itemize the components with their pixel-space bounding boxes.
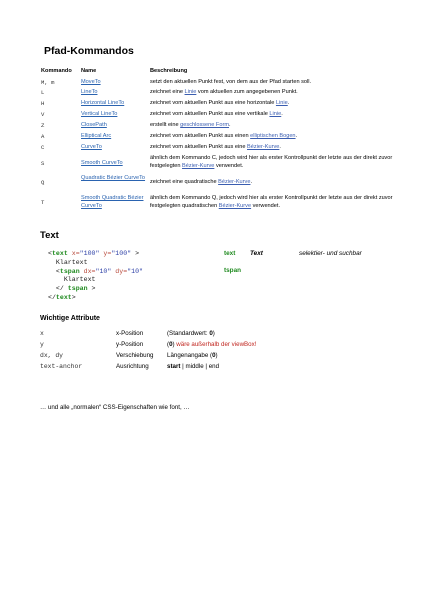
text-section-title: Text bbox=[40, 230, 59, 241]
command-description bbox=[150, 89, 395, 97]
command-code: Q bbox=[41, 179, 45, 186]
command-code: S bbox=[41, 160, 45, 167]
code-content: Klartext bbox=[55, 258, 88, 266]
description-text: . bbox=[287, 100, 290, 106]
code-attribute: dy= bbox=[111, 267, 128, 275]
description-text: . bbox=[250, 179, 253, 185]
value-text: ) bbox=[212, 330, 215, 337]
command-description bbox=[150, 100, 395, 108]
code-attribute: x= bbox=[67, 250, 80, 257]
description-text: zeichnet vom aktuellen Punkt aus eine vertikale bbox=[150, 111, 270, 117]
description-text: zeichnet vom aktuellen Punkt aus eine bbox=[150, 144, 248, 150]
description-link[interactable]: Bézier-Kurve bbox=[218, 202, 252, 209]
description-text: zeichnet vom aktuellen Punkt aus einen bbox=[150, 133, 251, 139]
description-text: . bbox=[295, 133, 298, 139]
code-value: "100" bbox=[79, 250, 100, 257]
value-bold: 0 bbox=[209, 330, 213, 337]
code-value: "10" bbox=[127, 267, 143, 275]
code-bracket: > bbox=[71, 293, 76, 301]
description-text: zeichnet vom aktuellen Punkt aus eine horizontale bbox=[150, 100, 276, 106]
attribute-row bbox=[40, 330, 400, 340]
description-link[interactable]: elliptischen Bogen bbox=[250, 133, 296, 139]
command-name-link[interactable]: Horizontal LineTo bbox=[81, 100, 125, 106]
command-name-link[interactable]: Quadratic Bézier CurveTo bbox=[81, 175, 146, 181]
page-title: Pfad-Kommandos bbox=[44, 45, 134, 57]
command-name-link[interactable]: Smooth CurveTo bbox=[81, 160, 123, 166]
attribute-row bbox=[40, 363, 400, 373]
description-link[interactable]: Linie bbox=[275, 100, 288, 106]
value-bold: 0 bbox=[212, 352, 216, 359]
header-name: Name bbox=[81, 68, 97, 74]
description-link[interactable]: Linie bbox=[269, 111, 282, 117]
value-text: ( bbox=[167, 341, 170, 348]
description-link[interactable]: geschlossene Form bbox=[180, 122, 229, 128]
command-code: L bbox=[41, 89, 45, 96]
command-description bbox=[150, 144, 395, 152]
code-bracket: > bbox=[131, 250, 140, 257]
description-text: . bbox=[281, 111, 283, 117]
value-warning: wäre außerhalb der viewBox! bbox=[176, 341, 257, 348]
value-bold: 0 bbox=[169, 341, 173, 348]
code-bracket: > bbox=[87, 285, 96, 293]
keyword-text-description: selektier- und suchbar bbox=[299, 250, 362, 257]
command-code: A bbox=[41, 133, 45, 140]
description-text: zeichnet eine quadratische bbox=[150, 179, 219, 185]
header-command: Kommando bbox=[41, 68, 72, 74]
attribute-value bbox=[167, 363, 219, 370]
attribute-name: text-anchor bbox=[40, 363, 83, 370]
description-text: vom aktuellen zum angegebenen Punkt. bbox=[196, 89, 298, 95]
value-text: (Standardwert: bbox=[167, 330, 210, 337]
attribute-row bbox=[40, 341, 400, 351]
code-bracket: < bbox=[55, 267, 60, 275]
description-text: ähnlich dem Kommando Q, jedoch wird hier als erster Kontrollpunkt der letzte aus der direkt zuvor festgelegten quadratischen bbox=[150, 195, 393, 209]
description-link[interactable]: Bézier-Kurve bbox=[247, 144, 280, 150]
attribute-name: dx, dy bbox=[40, 352, 64, 359]
command-name-link[interactable]: ClosePath bbox=[81, 122, 107, 128]
command-description bbox=[150, 122, 395, 130]
attribute-value bbox=[167, 352, 218, 359]
command-description bbox=[150, 195, 395, 210]
code-attribute: y= bbox=[99, 250, 112, 257]
description-link[interactable]: Bézier-Kurve bbox=[218, 179, 251, 185]
command-description bbox=[150, 133, 395, 141]
attribute-description: x-Position bbox=[116, 330, 144, 337]
attribute-name: x bbox=[40, 330, 44, 337]
value-text: ) bbox=[215, 352, 218, 359]
description-text: setzt den aktuellen Punkt fest, von dem aus der Pfad starten soll. bbox=[150, 79, 312, 85]
attribute-description: Ausrichtung bbox=[116, 363, 149, 370]
command-name-link[interactable]: CurveTo bbox=[81, 144, 102, 150]
description-text: erstellt eine bbox=[150, 122, 181, 128]
description-text: . bbox=[228, 122, 231, 128]
value-text: Längenangabe ( bbox=[167, 352, 213, 359]
attribute-description: y-Position bbox=[116, 341, 144, 348]
command-code: H bbox=[41, 100, 45, 107]
code-tag: text bbox=[51, 250, 68, 257]
attribute-value bbox=[167, 330, 215, 337]
command-description bbox=[150, 111, 395, 119]
keyword-text-label: Text bbox=[250, 250, 263, 257]
value-bold: start bbox=[167, 363, 181, 370]
attributes-title: Wichtige Attribute bbox=[40, 315, 100, 322]
command-name-link[interactable]: LineTo bbox=[81, 89, 98, 95]
keyword-tspan: tspan bbox=[224, 267, 242, 274]
code-tag: tspan bbox=[59, 267, 80, 275]
command-description bbox=[150, 179, 395, 187]
command-name-link[interactable]: Vertical LineTo bbox=[81, 111, 118, 117]
value-text: ) bbox=[172, 341, 177, 348]
description-text: . bbox=[279, 144, 281, 150]
command-name-link[interactable]: Elliptical Arc bbox=[81, 133, 112, 139]
keyword-text: text bbox=[224, 250, 236, 257]
code-example bbox=[48, 250, 143, 303]
code-tag: text bbox=[55, 293, 72, 301]
command-code: M, m bbox=[41, 79, 55, 86]
description-link[interactable]: Bézier-Kurve bbox=[182, 162, 215, 169]
code-content: Klartext bbox=[63, 276, 96, 284]
description-text: verwendet. bbox=[251, 202, 280, 209]
attribute-value bbox=[167, 341, 256, 348]
attributes-footer: … und alle „normalen“ CSS-Eigenschaften wie font, … bbox=[40, 404, 190, 411]
attribute-description: Verschiebung bbox=[116, 352, 154, 359]
code-attribute: dx= bbox=[79, 267, 96, 275]
description-text: verwendet. bbox=[214, 162, 244, 169]
value-text: | middle | end bbox=[180, 363, 220, 370]
command-code: T bbox=[41, 199, 45, 206]
command-name-link[interactable]: MoveTo bbox=[81, 79, 101, 85]
code-tag: tspan bbox=[67, 285, 88, 293]
code-value: "100" bbox=[111, 250, 132, 257]
code-bracket: </ bbox=[55, 285, 68, 293]
command-code: V bbox=[41, 111, 45, 118]
code-bracket: </ bbox=[48, 293, 56, 301]
attribute-name: y bbox=[40, 341, 44, 348]
command-description bbox=[150, 155, 395, 170]
command-name-link[interactable]: Smooth Quadratic Bézier CurveTo bbox=[81, 195, 144, 209]
description-text: zeichnet eine bbox=[150, 89, 185, 95]
command-code: Z bbox=[41, 122, 45, 129]
code-bracket: < bbox=[48, 250, 52, 257]
command-description bbox=[150, 79, 395, 87]
description-link[interactable]: Linie bbox=[184, 89, 197, 95]
header-description: Beschreibung bbox=[150, 68, 188, 74]
description-text: ähnlich dem Kommando C, jedoch wird hier als erster Kontrollpunkt der letzte aus der direkt zuvor festgelegten bbox=[150, 155, 393, 169]
attribute-row bbox=[40, 352, 400, 362]
code-value: "10" bbox=[95, 267, 112, 275]
command-code: C bbox=[41, 144, 45, 151]
